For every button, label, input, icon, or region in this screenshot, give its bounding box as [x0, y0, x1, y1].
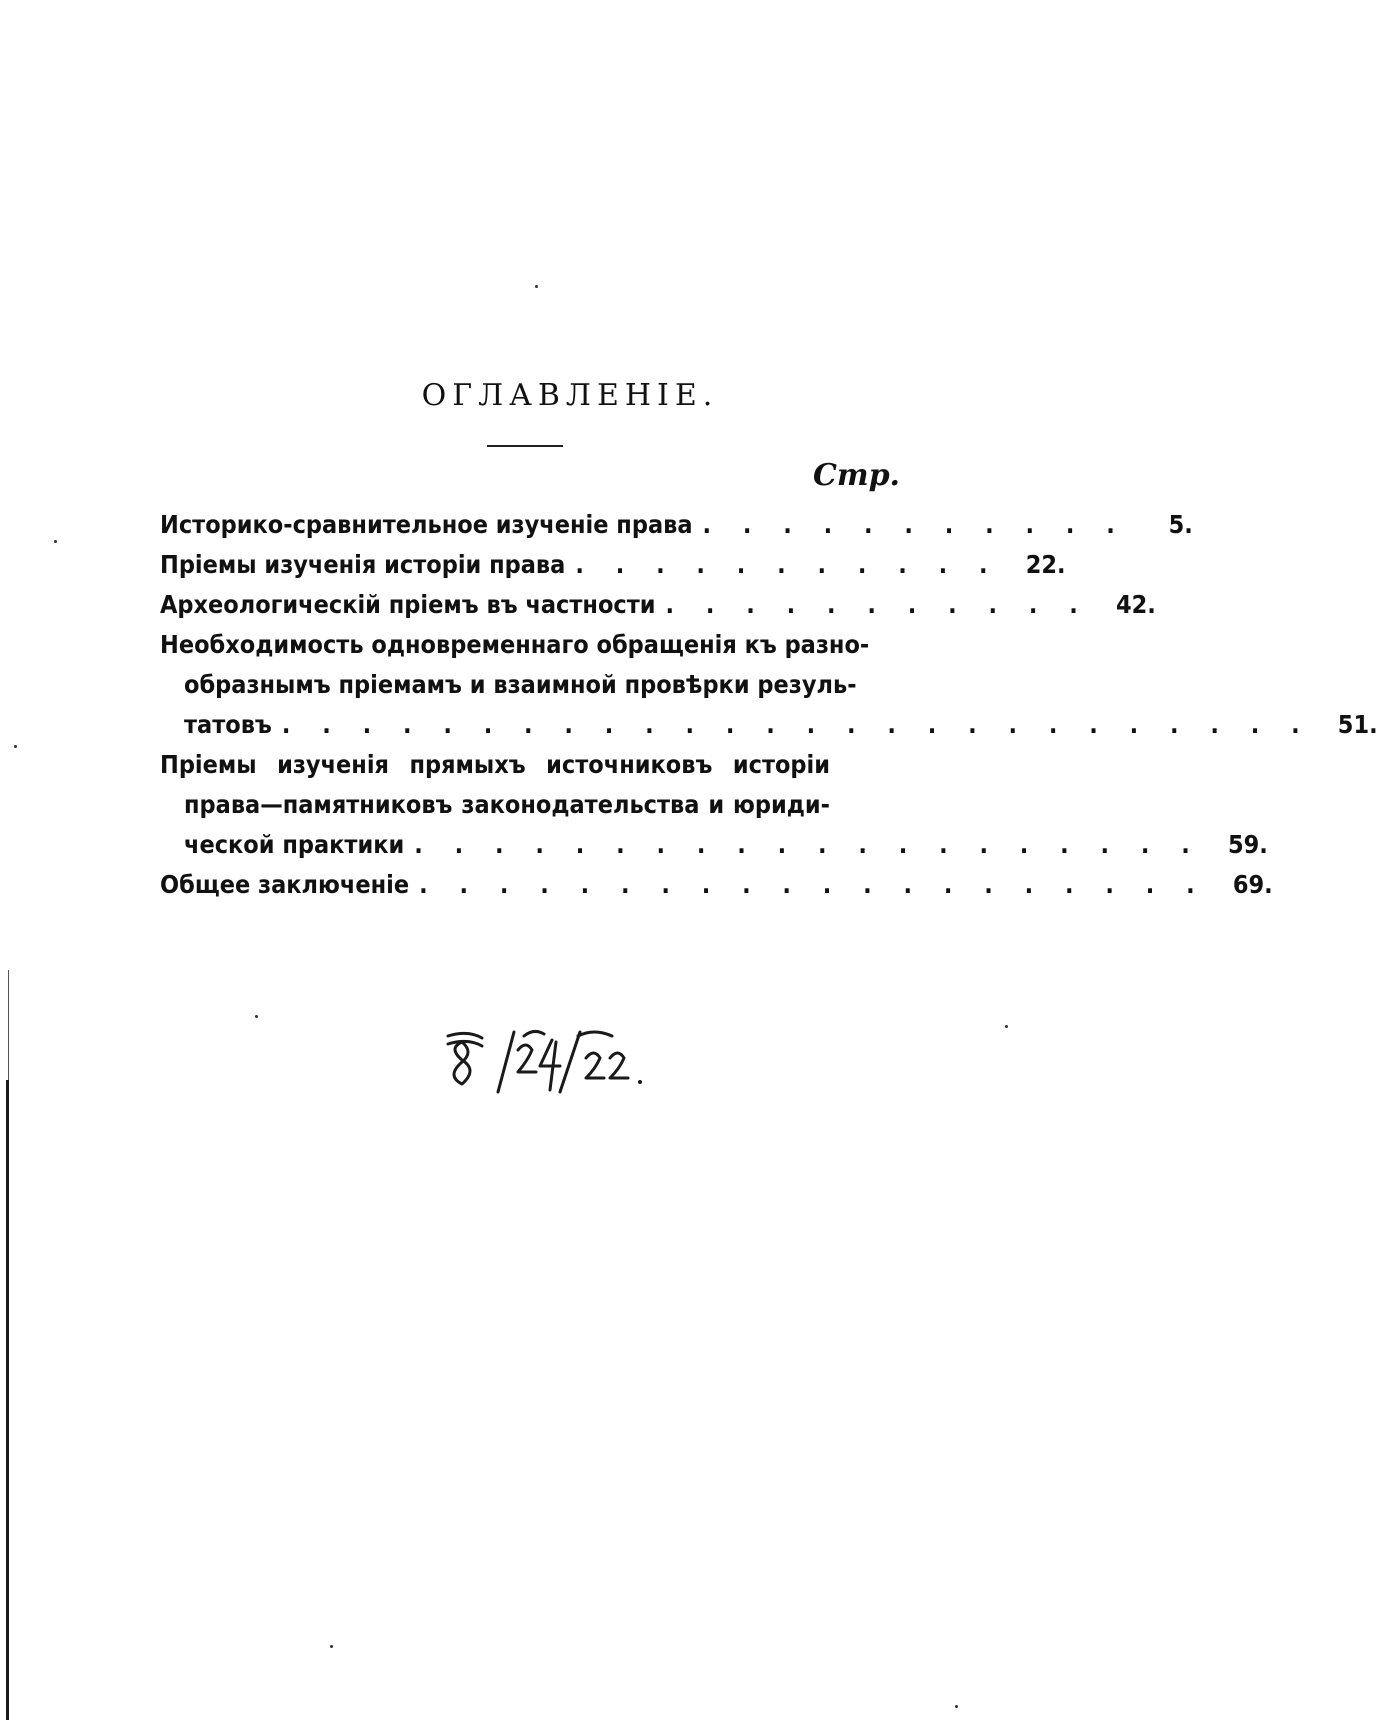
- toc-entry-page: 5.: [1168, 510, 1193, 539]
- toc-entry-title: Пріемы изученія исторіи права: [160, 550, 566, 579]
- toc-entry: [160, 505, 1193, 545]
- toc-entry-title-line: ческой практики: [184, 830, 405, 859]
- toc-entry-title-line: Пріемы изученія прямыхъ источниковъ исторіи: [160, 750, 830, 779]
- leader-dots: . . . . . . . . . . . . . . . . . . . .: [419, 870, 1207, 899]
- toc-entry-title-line: образнымъ пріемамъ и взаимной провѣрки резуль-: [184, 670, 857, 699]
- handwritten-shelfmark: [440, 1022, 660, 1102]
- leader-dots: . . . . . . . . . . .: [665, 590, 1090, 619]
- toc-entry-page: 22.: [1025, 550, 1066, 579]
- toc-entry: [160, 545, 1066, 585]
- toc-entry-title-line: Необходимость одновременнаго обращенія къ разно-: [160, 630, 870, 659]
- leader-dots: . . . . . . . . . . .: [575, 550, 1000, 579]
- title-rule: [487, 445, 563, 447]
- toc-entry-title: Археологическій пріемъ въ частности: [160, 590, 656, 619]
- scan-speck: [535, 285, 538, 288]
- scan-speck: [1005, 1025, 1008, 1028]
- leader-dots: . . . . . . . . . . .: [702, 510, 1127, 539]
- page-binding-edge: [6, 1080, 9, 1720]
- page-column-label: Стр.: [812, 458, 900, 493]
- leader-dots: . . . . . . . . . . . . . . . . . . . . . . . . . .: [281, 710, 1312, 739]
- toc-entry-page: 42.: [1115, 590, 1156, 619]
- page-title: ОГЛАВЛЕНІЕ.: [421, 378, 719, 414]
- scan-speck: [330, 1645, 333, 1648]
- toc-entry-page: 59.: [1228, 830, 1268, 859]
- toc-entry: [160, 865, 1273, 905]
- scan-speck: [54, 540, 57, 543]
- toc-entry-title-line: права—памятниковъ законодательства и юриди-: [184, 790, 830, 819]
- toc-entry: [160, 585, 1156, 625]
- toc-entry-page: 69.: [1232, 870, 1273, 899]
- scan-speck: [255, 1015, 258, 1018]
- table-of-contents: [160, 505, 1378, 905]
- toc-entry: [160, 625, 1378, 745]
- scan-speck: [955, 1705, 958, 1708]
- toc-entry-title: Историко-сравнительное изученіе права: [160, 510, 693, 539]
- scan-speck: [14, 745, 17, 748]
- toc-entry-title: Общее заключеніе: [160, 870, 410, 899]
- toc-entry-title-line: татовъ: [184, 710, 272, 739]
- toc-entry-page: 51.: [1337, 710, 1378, 739]
- toc-entry: [160, 745, 1268, 865]
- leader-dots: . . . . . . . . . . . . . . . . . . . .: [414, 830, 1202, 859]
- page-binding-edge-upper: [8, 970, 9, 1080]
